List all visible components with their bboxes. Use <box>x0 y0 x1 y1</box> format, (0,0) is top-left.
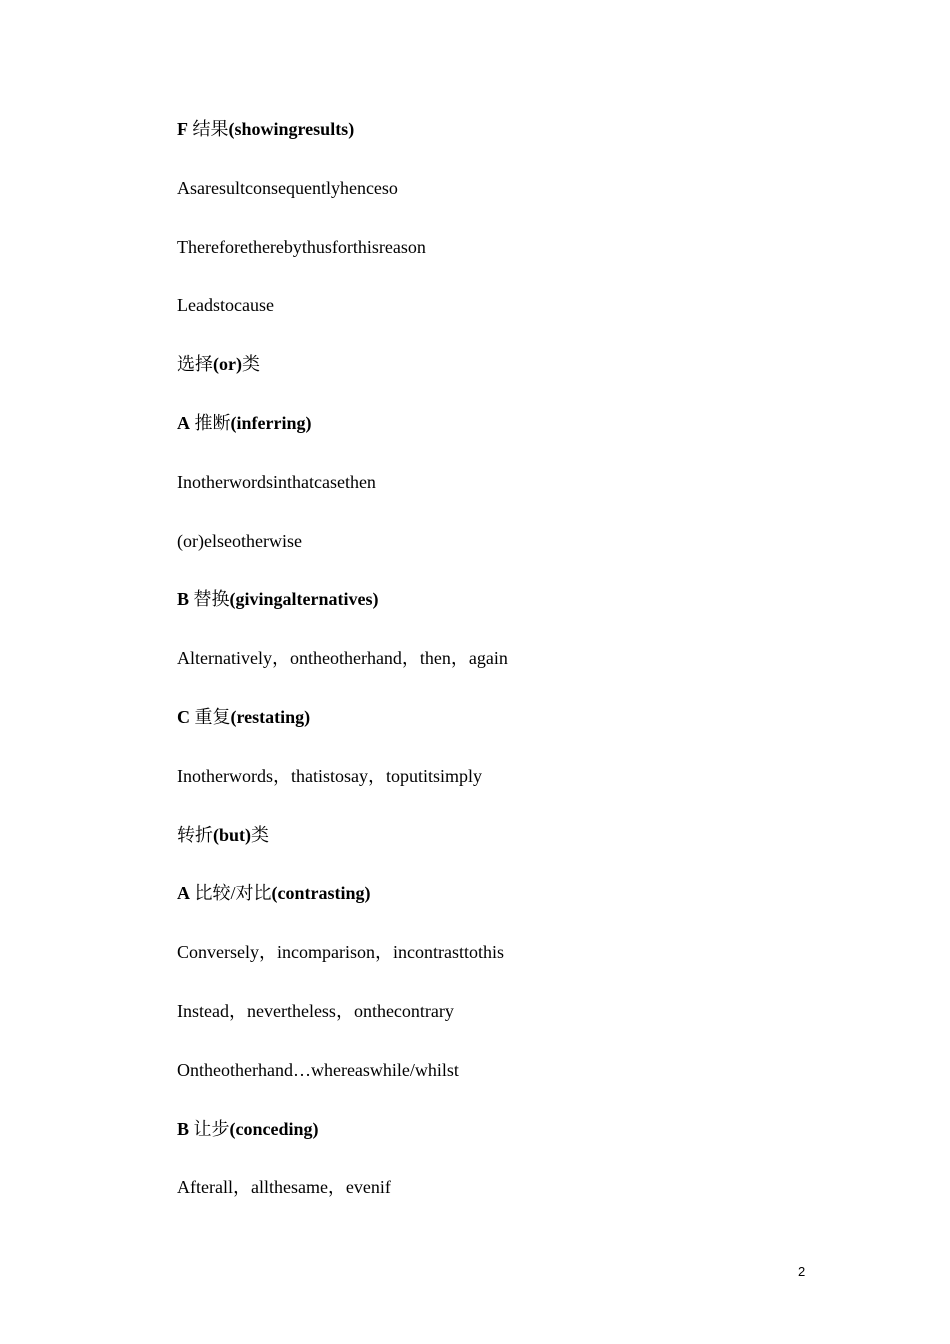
heading-cjk: 推断 <box>190 412 231 433</box>
heading-conceding <box>177 1112 857 1171</box>
text-line: Ontheotherhand…whereaswhile/whilst <box>177 1059 459 1080</box>
heading-letter: A <box>177 412 190 433</box>
text-line: Instead，nevertheless，onthecontrary <box>177 1000 454 1021</box>
heading-cjk: 重复 <box>190 706 231 727</box>
page-number: 2 <box>798 1264 806 1279</box>
heading-inferring <box>177 406 857 465</box>
heading-english: (showingresults) <box>228 119 355 139</box>
heading-letter: C <box>177 706 190 727</box>
text-line: Inotherwordsinthatcasethen <box>177 471 376 492</box>
section-or <box>177 347 857 406</box>
heading-letter: A <box>177 883 190 904</box>
heading-letter: B <box>177 1118 190 1139</box>
text-line: Conversely，incomparison，incontrasttothis <box>177 942 504 963</box>
text-line: Afterall，allthesame，evenif <box>177 1177 391 1198</box>
heading-cjk: 结果 <box>188 119 229 139</box>
heading-contrasting <box>177 876 857 935</box>
heading-english: (contrasting) <box>271 883 371 904</box>
heading-english: (restating) <box>230 706 311 727</box>
heading-suffix: 类 <box>241 354 260 375</box>
heading-letter: F <box>177 119 188 139</box>
heading-showing-results <box>177 112 857 171</box>
text-body <box>177 112 857 1229</box>
heading-cjk: 让步 <box>189 1118 230 1139</box>
heading-giving-alternatives <box>177 582 857 641</box>
heading-cjk: 转折 <box>177 824 213 845</box>
section-but <box>177 818 857 877</box>
heading-cjk: 选择 <box>177 354 213 375</box>
heading-cjk: 替换 <box>189 589 230 610</box>
text-line: Inotherwords，thatistosay，toputitsimply <box>177 765 482 786</box>
heading-letter: B <box>177 589 190 610</box>
heading-english: (or) <box>213 354 242 375</box>
heading-suffix: 类 <box>251 824 270 845</box>
text-line: Thereforetherebythusforthisreason <box>177 236 426 257</box>
heading-english: (inferring) <box>230 412 312 433</box>
text-line: (or)elseotherwise <box>177 530 302 551</box>
heading-english: (but) <box>213 824 252 845</box>
heading-english: (givingalternatives) <box>229 589 379 610</box>
heading-english: (conceding) <box>229 1118 319 1139</box>
heading-restating <box>177 700 857 759</box>
heading-cjk: 比较/对比 <box>190 883 272 904</box>
text-line: Leadstocause <box>177 295 274 316</box>
text-line: Alternatively，ontheotherhand，then，again <box>177 648 508 669</box>
text-line: Asaresultconsequentlyhenceso <box>177 177 398 198</box>
